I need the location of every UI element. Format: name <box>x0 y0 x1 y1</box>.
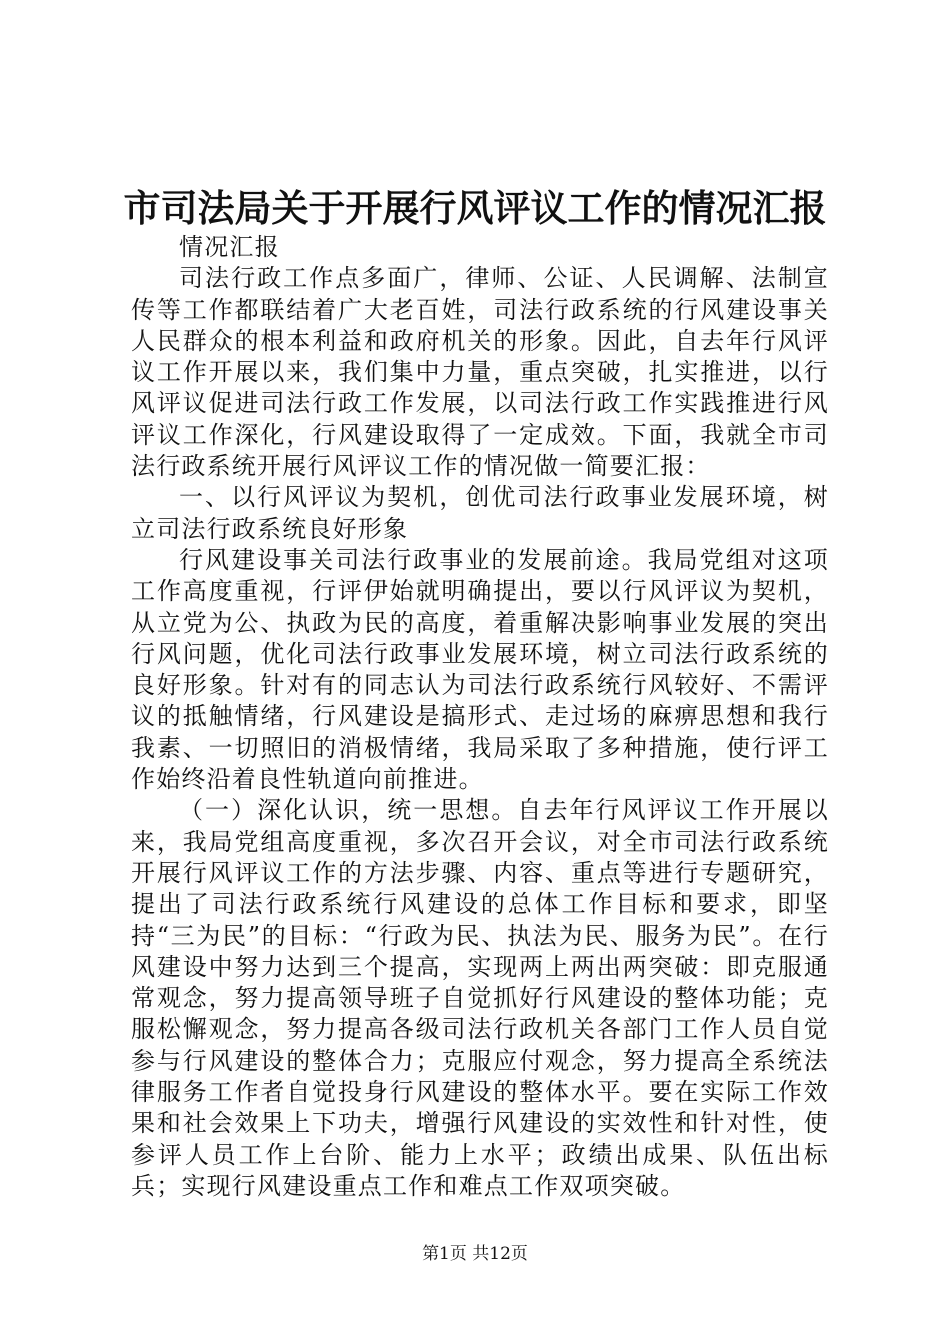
paragraph-section-one-body: 行风建设事关司法行政事业的发展前途。我局党组对这项工作高度重视，行评伊始就明确提出，要以行风评议为契机，从立党为公、执政为民的高度，着重解决影响事业发展的突出行风问题，优化司法行政事业发展环境，树立司法行政系统的良好形象。针对有的同志认为司法行政系统行风较好、不需评议的抵触情绪，行风建设是搞形式、走过场的麻痹思想和我行我素、一切照旧的消极情绪，我局采取了多种措施，使行评工作始终沿着良性轨道向前推进。 <box>131 545 829 794</box>
paragraph-subsection-one: （一）深化认识，统一思想。自去年行风评议工作开展以来，我局党组高度重视，多次召开会议，对全市司法行政系统开展行风评议工作的方法步骤、内容、重点等进行专题研究，提出了司法行政系统行风建设的总体工作目标和要求，即坚持“三为民”的目标：“行政为民、执法为民、服务为民”。在行风建设中努力达到三个提高，实现两上两出两突破：即克服通常观念，努力提高领导班子自觉抓好行风建设的整体功能；克服松懈观念，努力提高各级司法行政机关各部门工作人员自觉参与行风建设的整体合力；克服应付观念，努力提高全系统法律服务工作者自觉投身行风建设的整体水平。要在实际工作效果和社会效果上下功夫，增强行风建设的实效性和针对性，使参评人员工作上台阶、能力上水平；政绩出成果、队伍出标兵；实现行风建设重点工作和难点工作双项突破。 <box>131 796 829 1200</box>
paragraph-section-one-heading: 一、以行风评议为契机，创优司法行政事业发展环境，树立司法行政系统良好形象 <box>131 483 829 543</box>
paragraph-intro: 司法行政工作点多面广，律师、公证、人民调解、法制宣传等工作都联结着广大老百姓，司法行政系统的行风建设事关人民群众的根本利益和政府机关的形象。因此，自去年行风评议工作开展以来，我们集中力量，重点突破，扎实推进，以行风评议促进司法行政工作发展，以司法行政工作实践推进行风评议工作深化，行风建设取得了一定成效。下面，我就全市司法行政系统开展行风评议工作的情况做一简要汇报： <box>131 264 829 481</box>
document-body <box>131 232 829 1202</box>
document-title: 市司法局关于开展行风评议工作的情况汇报 <box>123 186 827 230</box>
paragraph-heading: 情况汇报 <box>179 233 280 261</box>
page-number: 第1页 共12页 <box>422 1244 528 1264</box>
